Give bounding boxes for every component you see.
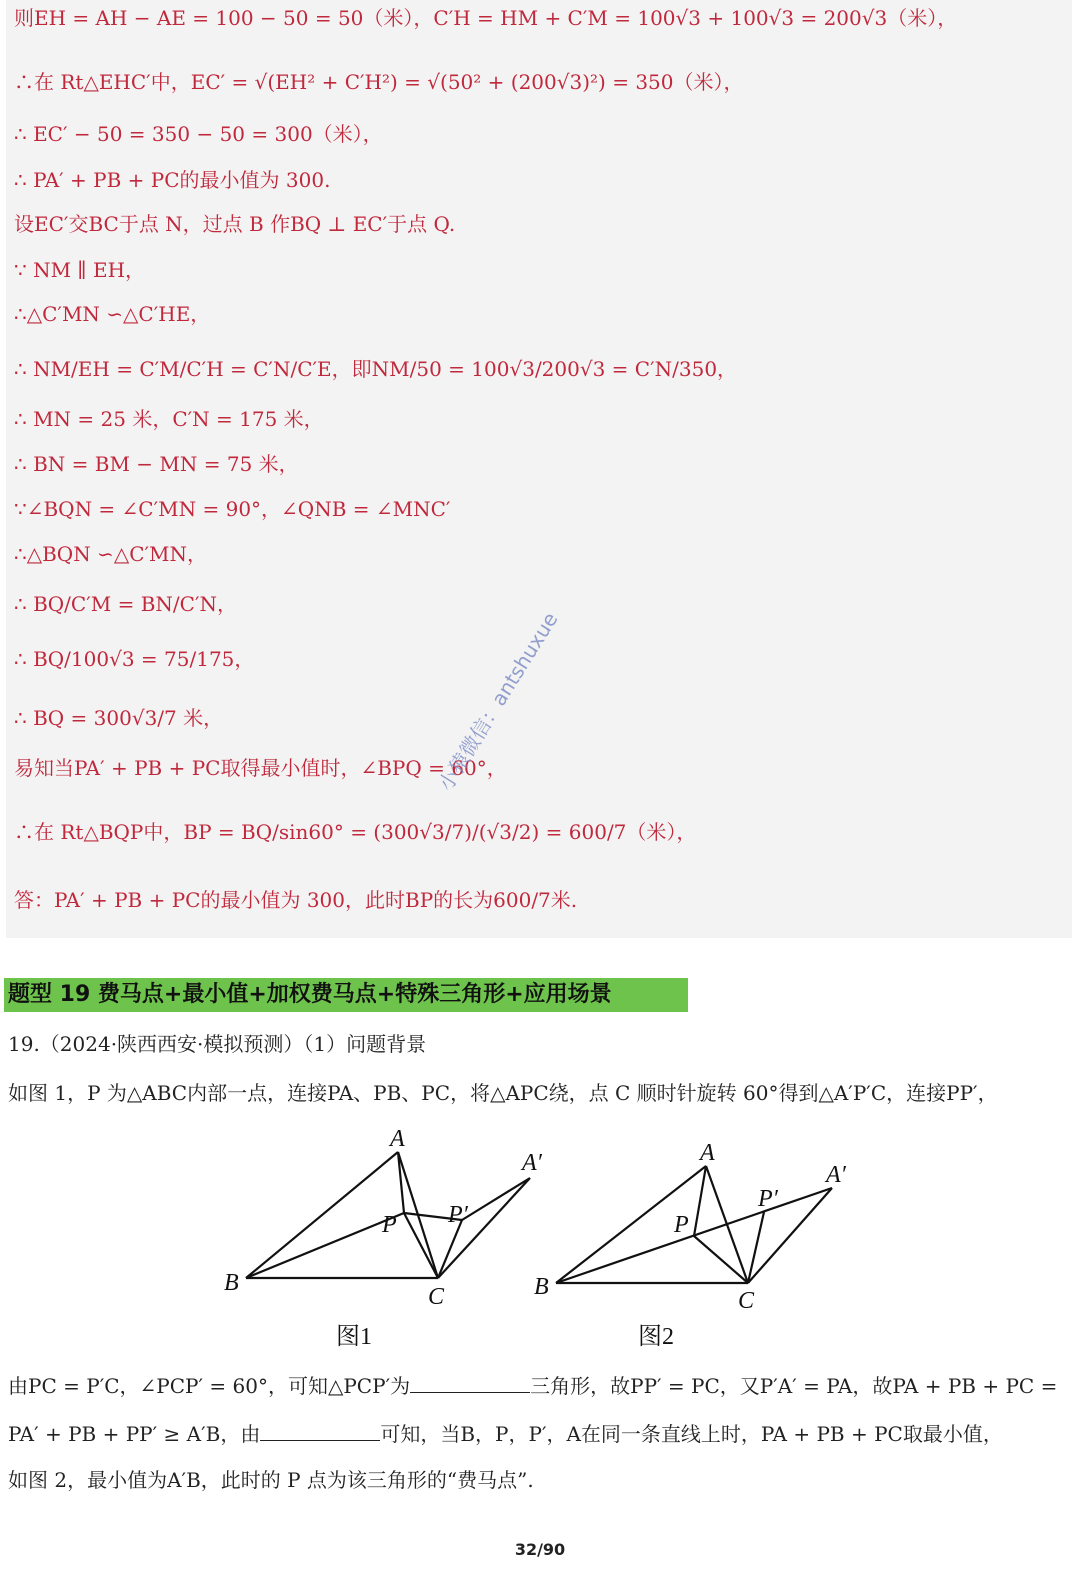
problem-line-2b: 三角形，故PP′ = PC，又P′A′ = PA，故PA + PB + PC = (530, 1374, 1058, 1398)
solution-line-12: ∴△BQN ∽△C′MN， (14, 542, 208, 566)
problem-line-3 (8, 1420, 1003, 1448)
solution-line-16: 易知当PA′ + PB + PC取得最小值时，∠BPQ = 60°， (14, 756, 507, 780)
solution-line-5: 设EC′交BC于点 N，过点 B 作BQ ⊥ EC′于点 Q. (14, 212, 456, 236)
fig1-label-B: B (224, 1270, 239, 1296)
solution-line-17: ∴在 Rt△BQP中，BP = BQ/sin60° = (300√3/7)/(√3/2) = 600/7（米）， (14, 820, 697, 844)
solution-block (6, 0, 1072, 938)
fig1-label-A-prime: A′ (522, 1150, 542, 1176)
fig2-label-P: P (674, 1212, 689, 1238)
solution-line-1: 则EH = AH − AE = 100 − 50 = 50（米），C′H = HM + C′M = 100√3 + 100√3 = 200√3（米）， (14, 6, 958, 30)
figure-2 (556, 1166, 832, 1283)
problem-line-1: 如图 1，P 为△ABC内部一点，连接PA、PB、PC，将△APC绕，点 C 顺时针旋转 60°得到△A′P′C，连接PP′， (8, 1081, 998, 1105)
problem-intro: 19.（2024·陕西西安·模拟预测）（1）问题背景 (8, 1032, 427, 1056)
solution-line-13: ∴ BQ/C′M = BN/C′N， (14, 592, 237, 616)
page-number: 32/90 (514, 1540, 566, 1559)
section-header: 题型 19 费马点+最小值+加权费马点+特殊三角形+应用场景 (4, 978, 688, 1012)
fig1-label-P-prime: P′ (448, 1202, 468, 1228)
problem-line-2a: 由PC = P′C，∠PCP′ = 60°，可知△PCP′为 (8, 1374, 411, 1398)
solution-line-11: ∵∠BQN = ∠C′MN = 90°，∠QNB = ∠MNC′ (14, 497, 451, 521)
solution-line-8: ∴ NM/EH = C′M/C′H = C′N/C′E，即NM/50 = 100√3/200√3 = C′N/350， (14, 357, 738, 381)
solution-line-18: 答：PA′ + PB + PC的最小值为 300，此时BP的长为600/7米. (14, 888, 578, 912)
solution-line-6: ∵ NM ∥ EH， (14, 258, 146, 282)
geometry-figures (0, 1118, 1080, 1358)
fig1-label-C: C (428, 1284, 445, 1310)
answer-blank-1[interactable] (410, 1374, 530, 1393)
fig2-label-P-prime: P′ (758, 1186, 778, 1212)
fig1-label-P: P (382, 1212, 397, 1238)
fig2-label-B: B (534, 1274, 549, 1300)
problem-line-4: 如图 2，最小值为A′B，此时的 P 点为该三角形的“费马点”. (8, 1468, 534, 1492)
fig1-label-A: A (390, 1126, 405, 1152)
solution-line-14: ∴ BQ/100√3 = 75/175， (14, 647, 255, 671)
fig2-label-C: C (738, 1288, 755, 1314)
answer-blank-2[interactable] (260, 1422, 380, 1441)
fig2-caption: 图2 (638, 1324, 674, 1350)
figures (0, 1118, 1080, 1358)
solution-line-10: ∴ BN = BM − MN = 75 米， (14, 452, 299, 476)
fig1-caption: 图1 (336, 1324, 372, 1350)
problem-line-3b: 可知，当B，P，P′，A在同一条直线上时，PA + PB + PC取最小值， (380, 1422, 1003, 1446)
problem-line-3a: PA′ + PB + PP′ ≥ A′B，由 (8, 1422, 261, 1446)
solution-line-4: ∴ PA′ + PB + PC的最小值为 300. (14, 168, 331, 192)
problem-line-2 (8, 1372, 1057, 1400)
fig2-label-A: A (700, 1140, 715, 1166)
solution-line-3: ∴ EC′ − 50 = 350 − 50 = 300（米）， (14, 122, 383, 146)
solution-line-9: ∴ MN = 25 米，C′N = 175 米， (14, 407, 324, 431)
solution-line-7: ∴△C′MN ∽△C′HE， (14, 302, 211, 326)
fig2-label-A-prime: A′ (826, 1162, 846, 1188)
solution-line-2: ∴在 Rt△EHC′中，EC′ = √(EH² + C′H²) = √(50² + (200√3)²) = 350（米）， (14, 70, 744, 94)
watermark: 小猿微信：antshuxue (433, 607, 563, 795)
solution-line-15: ∴ BQ = 300√3/7 米， (14, 706, 224, 730)
